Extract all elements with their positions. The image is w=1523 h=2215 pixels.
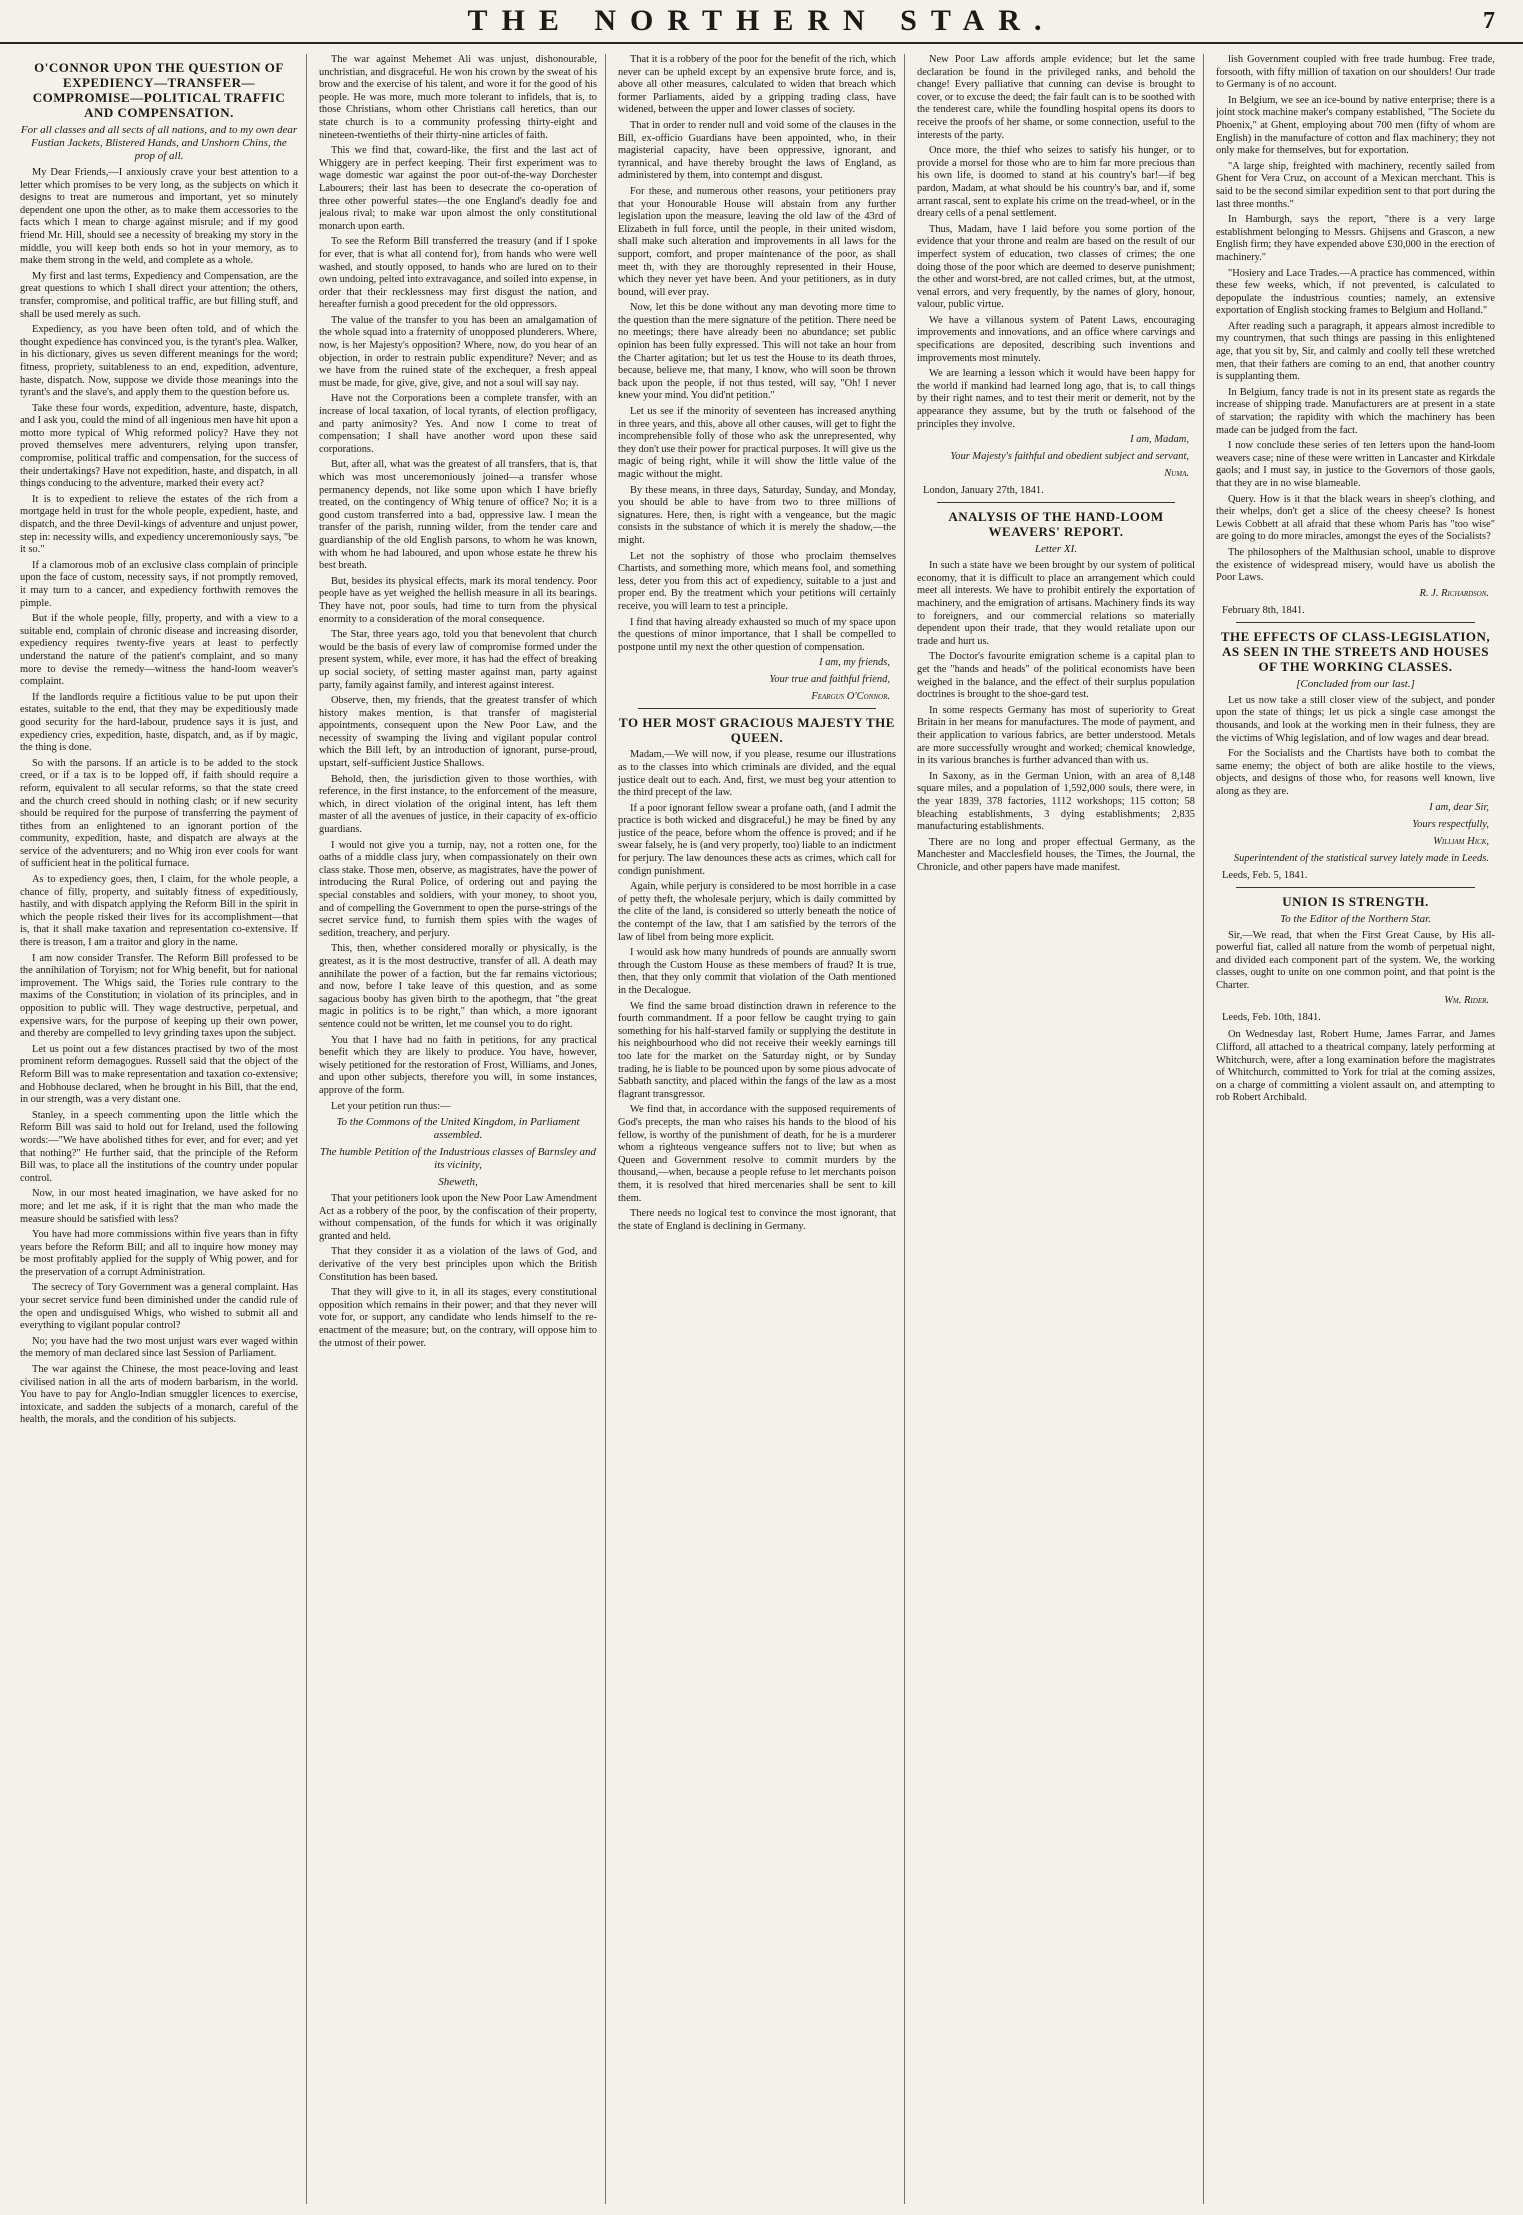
paragraph: Now, let this be done without any man devoting more time to the question than the mere signature of the petition. There need be no meetings; there have already been no abundance; set public opinion has been fully expressed. This will not take an hour from the Charter agitation; but let us test the House to its death throes, because, believe me, that many, I know, who will soon be thrown back upon the people, if not thus tested, will say, "Oh! I never knew your mind. You did'nt petition."	[618, 302, 896, 402]
paragraph: If a clamorous mob of an exclusive class complain of principle upon the face of custom, necessity says, if not promptly removed, it may turn to a cancer, and expediency forthwith removes the pimple.	[20, 559, 298, 609]
petition-heading: The humble Petition of the Industrious classes of Barnsley and its vicinity,	[320, 1146, 596, 1172]
paragraph-list	[917, 54, 1195, 874]
paragraph: Stanley, in a speech commenting upon the little which the Reform Bill was said to hold out for Ireland, used the following words:—"We have abolished tithes for ever, and for ever; and yet that nothing?" He further said, that the principle of the Reform Bill was, to place all the institutions of the country under popular control.	[20, 1109, 298, 1184]
dateline: Leeds, Feb. 5, 1841.	[1222, 869, 1308, 881]
dateline: London, January 27th, 1841.	[923, 485, 1044, 497]
paragraph: Query. How is it that the black wears in sheep's clothing, and their whelps, don't get a slice of the cheesy cheese? Is honest Lewis Cobbett at all afraid that these whom Paris has "too wise" are going to do more miracles, amongst the eyes of the Socialists?	[1216, 493, 1495, 543]
paragraph: New Poor Law affords ample evidence; but let the same declaration be found in the privileged ranks, and behold the change! Every palliative that cunning can devise is brought to cover, or to excuse the deed; the fair fault can is to be soothed with the tenderest care, while the foundling hospital opens its doors to receive the proofs of her shame, or some connection, useful to the interests of the party.	[917, 54, 1196, 141]
paragraph: Let not the sophistry of those who proclaim themselves Chartists, and something more, which means fool, and something less, deter you from this act of expediency, suitable to a just and proper end. By the treatment which your petitions will certainly receive, you will learn to test a principle.	[618, 550, 896, 612]
paragraph: We find that, in accordance with the supposed requirements of God's precepts, the man who raises his hands to the blood of his fellow, is worthy of the punishment of death, for he is a murderer whom a righteous vengeance suffers not to live; but when as Queen and Government resolve to commit murders by the thousand,—when, because a people refuse to let merchants poison them, it is resolved that hired mercenaries shall be sent to kill them.	[618, 1104, 896, 1204]
paragraph: There are no long and proper effectual Germany, as the Manchester and Macclesfield houses, the Times, the Journal, the Chronicle, and other papers have made manifest.	[917, 836, 1195, 873]
headline: THE EFFECTS OF CLASS-LEGISLATION, AS SEEN IN THE STREETS AND HOUSES OF THE WORKING CLASSES.	[1220, 628, 1491, 674]
masthead	[0, 0, 1523, 44]
paragraph: Expediency, as you have been often told, and of which the thought expedience has convinced you, is the tyrant's plea. Walker, in his dictionary, gives us seven different meanings for the word; fitness, propriety, suitableness to an end, expedition, adventure, haste, dispatch. Now, suppose we divide those meanings into the tyrant's and the slave's, and apply them to the question before us.	[20, 324, 299, 399]
paragraph: That they consider it as a violation of the laws of God, and derivative of the very best principles upon which the British Constitution has been based.	[319, 1246, 597, 1283]
paragraph: Madam,—We will now, if you please, resume our illustrations as to the classes into which criminals are divided, and the equal justice dealt out to each. And, first, we must beg your attention to the third precept of the law.	[618, 749, 896, 799]
paragraph: This, then, whether considered morally or physically, is the greatest, as it is the most destructive, transfer of all. A death may annihilate the power of a faction, but the far remains victorious; and now, before I take leave of this question, and as some sagacious booby has given birth to the apothegm, that "the great magic in politics is to be right," than which, a more ignorant sentence could not be written, let me counsel you to do right.	[319, 943, 597, 1030]
signature: R. J. Richardson.	[1419, 587, 1489, 599]
paragraph: The secrecy of Tory Government was a general complaint. Has your secret service fund been diminished under the candid rule of the open and undisguised Whigs, who wished to submit all and everything to vigilant popular control?	[20, 1282, 298, 1332]
signature: Feargus O'Connor.	[811, 691, 890, 703]
paragraph: The war against Mehemet Ali was unjust, dishonourable, unchristian, and disgraceful. He won his crown by the sweat of his brow and the exercise of his talent, and wore it for the good of his people. He was more, much more tolerant to infidels, that is, to those Christians, whom other Christians call heretics, than our state church is to a community professing thirty-eight and nineteen-twentieths of their thirty-nine articles of faith.	[319, 54, 597, 141]
paragraph: I now conclude these series of ten letters upon the hand-loom weavers case; nine of these were written in Lancaster and Kirkdale gaols; and I must say, in justice to the Governors of those gaols, that they are in no wise blameable.	[1216, 440, 1495, 489]
petition-heading: To the Commons of the United Kingdom, in Parliament assembled.	[336, 1116, 580, 1142]
paragraph: If the landlords require a fictitious value to be put upon their estates, suitable to the end, that they may be expeditiously made good security for the hard-labour, prudence says it is just, and expediency cries, expedition, haste, dispatch, and, as if by magic, the thing is done.	[20, 691, 298, 754]
closing-line: I am, my friends,	[819, 657, 890, 669]
paragraph: The value of the transfer to you has been an amalgamation of the whole squad into a fraternity of unopposed plunderers. Where, now, is her Majesty's opposition? Where, now, do you hear of an objection, in order to restrain public expenditure? Never; and as we have from the ruined state of the exchequer, a fresh appeal must be made, for give, give, give, and not a soul will say nay.	[319, 314, 597, 389]
paragraph: That in order to render null and void some of the clauses in the Bill, ex-officio Guardians have been appointed, who, in their magisterial capacity, have been oppressive, ignorant, and tyrannical, and have thereby brought the laws of England, as administered by them, into contempt and disgust.	[618, 119, 896, 182]
paragraph: We find the same broad distinction drawn in reference to the fourth commandment. If a poor fellow be caught trying to gain something for his half-starved family or supplying the destitute in his neighbourhood who did not receive their weekly earnings till too late for the market on the Saturday night, or by Sunday trading, he is liable to be pounced upon by some pious advocate of Sabbath sanctity, and placed within the fangs of the law as a most flagrant transgressor.	[618, 1000, 896, 1100]
divider	[638, 708, 876, 709]
paragraph: That it is a robbery of the poor for the benefit of the rich, which never can be upheld except by an expensive brute force, and is, above all other measures, calculated to widen that breach which former Parliaments, aided by a gripping trading class, have widened, between the upper and lower classes of society.	[618, 54, 896, 116]
paragraph: This we find that, coward-like, the first and the last act of Whiggery are in perfect keeping. Their first experiment was to wage domestic war against the poor out-of-the-way Dorchester Labourers; their last has been to desecrate the co-operation of three other powerful states—the one England's deadly foe and jealous rival; to make war upon almost the only constitutional monarch upon earth.	[319, 145, 597, 232]
paragraph: But, besides its physical effects, mark its moral tendency. Poor people have as yet weighed the hellish measure in all its bearings. They have not, poor souls, had time to turn from the physical enormity to a consideration of the moral consequence.	[319, 575, 597, 625]
paragraph: We are learning a lesson which it would have been happy for the world if mankind had learned long ago, that is, to call things by their right names, and to test their merit or demerit, not by the appearance they assume, but by the truth or falsehood of the principles they involve.	[917, 368, 1195, 430]
divider	[937, 502, 1175, 503]
paragraph: To see the Reform Bill transferred the treasury (and if I spoke for ever, that is what all contend for), from hands who were well washed, and stoutly opposed, to hands who are lured on to their own undoing, pelted into extravagance, and soiled into expense, in order that their recklessness may first disgust the nation, and hereafter furnish a good precedent for the old oppressors.	[319, 236, 597, 311]
article-columns	[20, 54, 1503, 2204]
paragraph: In some respects Germany has most of superiority to Great Britain in her means for manufactures. The mode of payment, and their application to various fabrics, are better understood. Metals are more successfully wrought and worked; chemical knowledge, in its various branches is further advanced than with us.	[917, 704, 1195, 767]
petition-heading: Sheweth,	[438, 1176, 478, 1189]
paragraph: Have not the Corporations been a complete transfer, with an increase of local taxation, of local tyrants, of election profligacy, and party animosity? Yes. And now I come to treat of compensation; I shall have another word upon these said corporations.	[319, 393, 597, 455]
paragraph: Once more, the thief who seizes to satisfy his hunger, or to provide a morsel for those who are to him far more precious than his own life, is doomed to stand at his country's bar!—if beg pardon, Madam, at what should be his country's bar, and if, some arrant rascal, sent to explate his crime on the tread-wheel, or in the dreary cells of a penal settlement.	[917, 145, 1195, 220]
headline: ANALYSIS OF THE HAND-LOOM WEAVERS' REPORT.	[948, 509, 1164, 540]
paragraph: It is to expedient to relieve the estates of the rich from a mortgage held in trust for the whole people, expedient, haste, and dispatch, and the three Devil-kings of adventure and unjust power, step in: necessity wills, and expediency unceremoniously says, "be it so."	[20, 493, 298, 556]
paragraph: The Star, three years ago, told you that benevolent that church would be the basis of every law of compromise formed under the present system, while, ever more, it has had the effect of breaking up social society, of setting master against man, party against party, family against family, and interest against interest.	[319, 629, 597, 691]
closing-line: I am, dear Sir,	[1429, 801, 1489, 813]
column-2	[319, 54, 606, 2204]
paragraph: I am now consider Transfer. The Reform Bill professed to be the annihilation of Toryism; not for Whig benefit, but for national improvement. The Whigs said, the Tories rule contrary to the maxims of the Constitution; in violation of its principles, and in opposition to public will. They wage destructive, perpetual, and expensive wars, for the purpose of keeping up their own power, and thereby are compelled to levy grinding taxes upon the subject.	[20, 952, 298, 1040]
paragraph-list	[618, 54, 896, 1233]
paragraph: Again, while perjury is considered to be most horrible in a case of petty theft, the wholesale perjury, which is daily committed by the clite of the land, is considered so utterly beneath the notice of the contempt of the law, that I am satisfied by the terrors of the law of libel from being more explicit.	[618, 881, 896, 943]
subheadline: [Concluded from our last.]	[1296, 677, 1415, 690]
paragraph: In such a state have we been brought by our system of political economy, that it is difficult to place an arrangement which could meet all interests. We have to prohibit entirely the exportation of machinery, and the emigration of artisans. Machinery finds its way to foreigners, and our commercial relations so materially dependent upon their trade, that they would retaliate upon our trade and hurt us.	[917, 560, 1195, 647]
paragraph: The philosophers of the Malthusian school, unable to disprove the existence of widespread misery, would have us abolish the Poor Laws.	[1216, 546, 1495, 584]
dateline: February 8th, 1841.	[1222, 604, 1305, 616]
closing-line: Yours respectfully,	[1412, 818, 1489, 830]
paragraph: Let your petition run thus:—	[331, 1100, 451, 1112]
paragraph: I find that having already exhausted so much of my space upon the questions of minor importance, that I shall be compelled to postpone until my next the other question of compensation.	[618, 616, 896, 653]
paragraph: No; you have had the two most unjust wars ever waged within the memory of man declared since last Session of Parliament.	[20, 1335, 298, 1360]
paragraph: If a poor ignorant fellow swear a profane oath, (and I admit the practice is both wicked and disgraceful,) he may be fined by any justice of the peace, before whom the offence is proved; and if he swear falsely, he is (and very properly, too) liable to an indictment for perjury. The law denounces these acts as crimes, which call for condign punishment.	[618, 802, 896, 877]
divider	[1236, 887, 1475, 888]
column-5	[1216, 54, 1503, 2204]
page-number: 7	[1483, 8, 1495, 34]
paragraph: My first and last terms, Expediency and Compensation, are the great questions to which I shall direct your attention; the others, transfer, compromise, and political traffic, are but filling stuff, and shall be used merely as such.	[20, 270, 298, 320]
paragraph: Let us see if the minority of seventeen has increased anything in three years, and this, above all other causes, will get to fight the incomprehensible folly of those who ask the unrepresented, why they don't use their power for practical purposes. It will give us the magic of being right, while it will show the little value of the magic without the might.	[618, 406, 897, 480]
paragraph: Sir,—We read, that when the First Great Cause, by His all-powerful fiat, called all nature from the womb of perpetual night, and divided each component part of the system. We, the working classes, ought to unite on one common point, and that point is the Charter.	[1216, 929, 1495, 991]
paragraph: We have a villanous system of Patent Laws, encouraging improvements and innovations, and an office where carvings and specifications are deposited, describing such inventions and improvements most minutely.	[917, 314, 1195, 364]
paragraph: Let us point out a few distances practised by two of the most prominent reform demagogues. Russell said that the object of the Reform Bill was to make representation and taxation co-extensive; and Hobhouse declared, when he brought in his Bill, that the end, in our strength, was a very distant one.	[20, 1043, 298, 1106]
paragraph: The war against the Chinese, the most peace-loving and least civilised nation in all the arts of modern barbarism, in the world. You have to pay for Anglo-Indian smuggler licences to exercise, intoxicate, and sadden the subjects of a monarch, careful of the health, the morals, and the condition of his subjects.	[20, 1364, 298, 1426]
paragraph: But, after all, what was the greatest of all transfers, that is, that which was most unceremoniously joined—a transfer whose permanency depends, not like some upon which I have briefly treated, on the contingency of Whig tenure of office? No; it is a good custom transferred into a bad, oppressive law. I mean the transfer of the parish, running wilder, from the tender care and guardianship of the old English parsons, to whom he was known, with whom he had laboured, and upon whose estate he threw his best breath.	[319, 459, 597, 572]
paragraph: Observe, then, my friends, that the greatest transfer of which history makes mention, is that transfer of magisterial appointments, consequent upon the New Poor Law, and the necessity of swamping the living and vigilant popular control which the Bill left, by an introduction of ignorant, purse-proud, upstart, self-sufficient Justice Shallows.	[319, 695, 597, 770]
paragraph: After reading such a paragraph, it appears almost incredible to my countrymen, that such things are passing in this enlightened age, that you sit by, Sir, and calmly and coolly tell these wretched men, that their fathers are coming to an end, that another country is supplanting them.	[1216, 320, 1495, 383]
paragraph: Let us now take a still closer view of the subject, and ponder upon the state of things; let us pick a single case amongst the thousands, and look at the working men in their fulness, they are the victims of Whig legislation, and of low wages and dear bread.	[1216, 694, 1495, 744]
closing-line: Your Majesty's faithful and obedient subject and servant,	[950, 451, 1189, 463]
subheadline: For all classes and all sects of all nations, and to my own dear Fustian Jackets, Blistered Hands, and Unshorn Chins, the prop of all.	[20, 124, 298, 162]
paragraph: So with the parsons. If an article is to be added to the stock creed, or if a tax is to be lopped off, if faith should require a reform, equivalent to all secular reforms, so that the state creed and the church creed should in nothing clash; or if new security should be required for the purpose of transferring the payment of tithes from an enlightened to an ignorant portion of the community, expedition, haste, and dispatch are always at the service of the adventurers; and no Whig iron ever cools for want of sufficient heat in the political furnace.	[20, 757, 298, 870]
paragraph: Thus, Madam, have I laid before you some portion of the evidence that your throne and realm are based on the result of our imperfect system of education, two classes of crimes; the one doing those of the poor which are deemed to deserve punishment; the other and worst-bred, are not called crimes, but, at the utmost, venal errors, and very frequently, by the names of glory, honour, valour, public virtue.	[917, 223, 1195, 311]
paragraph: In Belgium, fancy trade is not in its present state as regards the increase of shipping trade. Manufacturers are at present in a state of starvation; the rapidity with which the machinery has been made can be judged from the fact.	[1216, 386, 1495, 436]
closing-line: I am, Madam,	[1130, 434, 1189, 446]
paragraph: That they will give to it, in all its stages, every constitutional opposition which remains in their power; and that they never will vote for, or support, any candidate who lends himself to the re-enactment of the measure; but, on the contrary, will oppose him to the utmost of their power.	[319, 1287, 597, 1349]
paragraph: You that I have had no faith in petitions, for any practical benefit which they are likely to produce. You have, however, wisely petitioned for the restoration of Frost, Williams, and Jones, and upon other subjects, therefore you will, in some instances, approve of the form.	[319, 1034, 597, 1096]
paragraph: That your petitioners look upon the New Poor Law Amendment Act as a robbery of the poor, by the confiscation of their property, without compensation, of the funds for which it was originally granted and held.	[319, 1193, 597, 1242]
headline: TO HER MOST GRACIOUS MAJESTY THE QUEEN.	[619, 715, 895, 746]
closing-line: Superintendent of the statistical survey lately made in Leeds.	[1233, 852, 1489, 864]
paragraph: You have had more commissions within five years than in fifty years before the Reform Bill; and all to inquire how money may be most profitably applied for the supply of Whig power, and for the preservation of a corrupt Administration.	[20, 1229, 298, 1278]
paragraph: lish Government coupled with free trade humbug. Free trade, forsooth, with fifty million of taxation on our shoulders! Our trade to Germany is of no account.	[1216, 54, 1495, 91]
paragraph: There needs no logical test to convince the most ignorant, that the state of England is declining in Germany.	[618, 1208, 896, 1232]
paragraph: For these, and numerous other reasons, your petitioners pray that your Honourable House will abstain from any further legislation upon the measure, leaving the old law of the 43rd of Elizabeth in full force, until the people, in their united wisdom, shall make such alteration and improvements in all laws for the support, comfort, and proper maintenance of the poor, as shall meet th, with they are thoroughly represented in their House, which they never yet have been. And your petitioners, as in duty bound, will ever pray.	[618, 185, 896, 298]
closing-line: Your true and faithful friend,	[769, 674, 890, 686]
paragraph: In Saxony, as in the German Union, with an area of 8,148 square miles, and a population of 1,592,000 souls, there were, in the year 1839, 378 factories, 1112 workshops; 115 cotton; 58 bleaching establishments, 3 dying establishments; 2,835 manufacturing establishments.	[917, 770, 1195, 833]
signature: William Hick,	[1433, 835, 1489, 847]
paragraph: "A large ship, freighted with machinery, recently sailed from Ghent for Vera Cruz, on account of a Mexican merchant. This is said to be the second similar expedition sent to that port during the last three months."	[1216, 160, 1495, 210]
column-3	[618, 54, 905, 2204]
headline: UNION IS STRENGTH.	[1282, 893, 1429, 909]
newspaper-title: THE NORTHERN STAR.	[467, 4, 1056, 37]
paragraph: As to expediency goes, then, I claim, for the whole people, a chance of filly, property, and suitably fitness of expeditiously, hastily, and with dispatch applying the Reform Bill in the spirit in which the people risked their lives for its accomplishment—that is, that it shall make taxation and representation co-extensive. If there is treason, I am a traitor and glory in the name.	[20, 874, 298, 949]
paragraph: "Hosiery and Lace Trades.—A practice has commenced, within these few weeks, which, if not prevented, is calculated to depopulate the industrious counties; namely, an extensive exportation of English stocking frames to Belgium and Holland."	[1216, 267, 1495, 317]
paragraph: I would ask how many hundreds of pounds are annually sworn through the Custom House as these members of fraud? It is true, then, that they only commit that violation of the Oath mentioned in the Decalogue.	[618, 947, 896, 996]
paragraph: I would not give you a turnip, nay, not a rotten one, for the oaths of a middle class jury, when compassionately on their own class stake. Those men, observe, as magistrates, have the power of introducing the Rural Police, of ordering out and paying the special constables and soldiers, with your money, to shoot you, and of compelling the Government to open the purse-strings of the secret service fund, to furnish them spies with the wages of sedition, treachery, and perjury.	[319, 839, 597, 939]
paragraph-list	[20, 167, 298, 1427]
subheadline: Letter XI.	[1034, 543, 1078, 556]
paragraph-list	[1216, 54, 1495, 1105]
column-4	[917, 54, 1204, 2204]
headline: O'CONNOR UPON THE QUESTION OF EXPEDIENCY—TRANSFER—COMPROMISE—POLITICAL TRAFFIC AND COMPENSATION.	[32, 60, 286, 120]
paragraph-list	[319, 54, 597, 1350]
paragraph: On Wednesday last, Robert Hume, James Farrar, and James Clifford, all attached to a theatrical company, lately performing at Whitchurch, were, after a long examination before the magistrates of Whitchurch, committed to York for trial at the coming assizes, on a charge of committing a violent assault on, and attempting to rob Robert Archibald.	[1216, 1029, 1495, 1104]
subheadline: To the Editor of the Northern Star.	[1280, 912, 1431, 925]
dateline: Leeds, Feb. 10th, 1841.	[1222, 1012, 1321, 1024]
paragraph: Behold, then, the jurisdiction given to those worthies, with reference, in the first instance, to the enforcement of the measure, which, in direct violation of the original intent, has left them master of all the avenues of justice, in their capacity of ex-officio guardians.	[319, 773, 597, 836]
column-1	[20, 54, 307, 2204]
paragraph: The Doctor's favourite emigration scheme is a capital plan to get the "hands and heads" of the political economists have been weighed in the balance, and the effect of their surplus population doctrines is brought to the shoe-gard test.	[917, 651, 1195, 701]
paragraph: In Belgium, we see an ice-bound by native enterprise; there is a joint stock machine maker's company established, "The Societe du Phoenix," at Ghent, employing about 700 men (fifty of whom are English) in the manufacture of cotton and flax machinery; they not only make for themselves, but for exportation.	[1216, 94, 1495, 157]
paragraph: Now, in our most heated imagination, we have asked for no more; and let me ask, if it is right that the man who made the measure should be satisfied with less?	[20, 1188, 298, 1225]
paragraph: In Hamburgh, says the report, "there is a very large establishment belonging to Messrs. Ghijsens and Grascon, a new English firm; they have expended above £30,000 in the erection of machinery."	[1216, 214, 1495, 263]
paragraph: For the Socialists and the Chartists have both to combat the same enemy; the object of both are alike hostile to the views, objects, and designs of those who, for reasons well known, live along as they are.	[1216, 748, 1495, 797]
paragraph: Take these four words, expedition, adventure, haste, dispatch, and I ask you, could the mind of all ingenious men have hit upon a motto more typical of Whig reformed policy? Have they not proved themselves mere adventurers, relying upon transfer, compromise, political traffic and compensation, for the success of their undertakings? Have not expedition, haste, and dispatch, in all things conducing to the adventure, marked their every act?	[20, 402, 298, 490]
paragraph: But if the whole people, filly, property, and with a view to a suitable end, complain of chronic disease and increasing disorder, expediency requires twenty-five years at least to perfectly understand the nature of the patient's complaint, and so many more to devise the remedy—witness the hand-loom weaver's complaint.	[20, 613, 298, 688]
paragraph: By these means, in three days, Saturday, Sunday, and Monday, you should be able to have from two to three millions of signatures. Here, then, is right with a vengeance, but the magic consists in the substance of which it is merely the shadow,—the might.	[618, 484, 896, 546]
divider	[1236, 622, 1475, 623]
signature: Numa.	[1164, 468, 1189, 480]
signature: Wm. Rider.	[1444, 995, 1489, 1007]
paragraph: My Dear Friends,—I anxiously crave your best attention to a letter which promises to be very long, as the subjects on which it designs to treat are numerous and important, yet so minutely dependent one upon the other, as to make them accessories to the facts which I mean to charge against misrule; and if my good friend Mr. Hill, should see a necessity of breaking my story in the middle, you will keep both ends so hot in your memory, as to make them strong in the weld, and complete as a whole.	[20, 167, 298, 267]
